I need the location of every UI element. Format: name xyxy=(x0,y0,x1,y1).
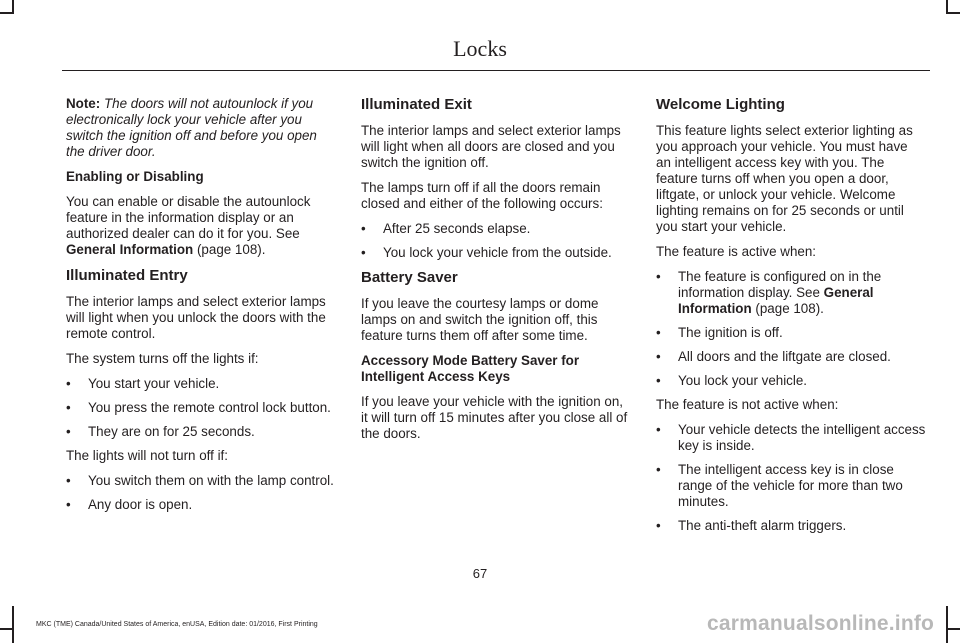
crop-mark xyxy=(946,12,960,14)
list-item-text: They are on for 25 seconds. xyxy=(88,424,255,439)
illuminated-entry-heading: Illuminated Entry xyxy=(66,267,188,284)
list-item-text: The ignition is off. xyxy=(678,325,783,340)
bullet: • xyxy=(361,245,366,260)
turns-off-list xyxy=(66,376,336,440)
list-item xyxy=(66,376,336,392)
exit-off-intro: The lamps turn off if all the doors remain closed and either of the following occurs: xyxy=(361,180,603,211)
page-title: Locks xyxy=(453,36,507,61)
list-item-text: You switch them on with the lamp control. xyxy=(88,473,334,488)
active-intro: The feature is active when: xyxy=(656,244,817,259)
general-information-link[interactable]: General Information xyxy=(66,242,194,257)
welcome-paragraph: This feature lights select exterior lighting as you approach your vehicle. You must have an intelligent access key with you. The feature turns off when you open a door, liftgate, or unlock your vehicle. Welcome lighting remains on for 25 seconds or until you start your vehicle. xyxy=(656,123,913,234)
bullet: • xyxy=(656,373,661,388)
list-item-text: All doors and the liftgate are closed. xyxy=(678,349,891,364)
list-item-text: Your vehicle detects the intelligent access key is inside. xyxy=(678,422,926,453)
page-ref: (page 108). xyxy=(196,242,266,257)
list-item xyxy=(66,400,336,416)
general-information-link[interactable]: General Information xyxy=(678,285,874,316)
exit-paragraph: The interior lamps and select exterior lamps will light when all doors are closed and you switch the ignition off. xyxy=(361,123,621,170)
note-label: Note: xyxy=(66,96,101,111)
bullet: • xyxy=(656,422,661,437)
list-item xyxy=(656,373,926,389)
list-item-text: Any door is open. xyxy=(88,497,193,512)
bullet: • xyxy=(656,349,661,364)
list-item xyxy=(66,424,336,440)
bullet: • xyxy=(656,462,661,477)
inactive-intro: The feature is not active when: xyxy=(656,397,839,412)
list-item xyxy=(656,462,926,510)
page-ref: (page 108). xyxy=(755,301,824,316)
not-off-list xyxy=(66,473,336,513)
list-item xyxy=(66,473,336,489)
footer-edition-info: MKC (TME) Canada/United States of America, enUSA, Edition date: 01/2016, First Printing xyxy=(36,621,318,628)
exit-off-list xyxy=(361,221,631,261)
list-item-text: You lock your vehicle from the outside. xyxy=(383,245,612,260)
list-item xyxy=(656,518,926,534)
note-text: The doors will not autounlock if you electronically lock your vehicle after you switch the ignition off and before you open the driver door. xyxy=(66,96,317,159)
bullet: • xyxy=(66,376,71,391)
enabling-heading: Enabling or Disabling xyxy=(66,169,204,184)
column-1 xyxy=(66,96,336,521)
bullet: • xyxy=(656,325,661,340)
bullet: • xyxy=(66,473,71,488)
page-number: 67 xyxy=(472,566,488,581)
bullet: • xyxy=(66,424,71,439)
crop-mark xyxy=(946,628,960,630)
column-3 xyxy=(656,96,926,542)
accessory-paragraph: If you leave your vehicle with the ignition on, it will turn off 15 minutes after you close all of the doors. xyxy=(361,394,628,441)
enabling-text: You can enable or disable the autounlock feature in the information display or an authorized dealer can do it for you. See xyxy=(66,194,311,241)
header-rule xyxy=(62,70,930,71)
crop-mark xyxy=(12,606,14,643)
battery-saver-heading: Battery Saver xyxy=(361,269,458,286)
list-item-text: The intelligent access key is in close range of the vehicle for more than two minutes. xyxy=(678,462,903,509)
watermark: carmanualsonline.info xyxy=(707,612,935,635)
entry-paragraph: The interior lamps and select exterior lamps will light when you unlock the doors with the remote control. xyxy=(66,294,326,341)
list-item-text: After 25 seconds elapse. xyxy=(383,221,531,236)
bullet: • xyxy=(66,400,71,415)
list-item xyxy=(656,349,926,365)
bullet: • xyxy=(66,497,71,512)
crop-mark xyxy=(0,628,14,630)
active-list xyxy=(656,269,926,389)
list-item xyxy=(66,497,336,513)
crop-mark xyxy=(946,606,948,643)
battery-paragraph: If you leave the courtesy lamps or dome lamps on and switch the ignition off, this feature turns them off after some time. xyxy=(361,296,599,343)
turns-off-intro: The system turns off the lights if: xyxy=(66,351,259,366)
list-item-text: The anti-theft alarm triggers. xyxy=(678,518,847,533)
illuminated-exit-heading: Illuminated Exit xyxy=(361,96,472,113)
inactive-list xyxy=(656,422,926,534)
bullet: • xyxy=(656,269,661,284)
list-item-text: You press the remote control lock button. xyxy=(88,400,331,415)
list-item xyxy=(361,245,631,261)
list-item xyxy=(656,269,926,317)
column-2 xyxy=(361,96,631,451)
list-item xyxy=(656,325,926,341)
bullet: • xyxy=(656,518,661,533)
list-item-text: You lock your vehicle. xyxy=(678,373,808,388)
note-paragraph xyxy=(66,96,336,160)
list-item xyxy=(656,422,926,454)
not-off-intro: The lights will not turn off if: xyxy=(66,448,229,463)
crop-mark xyxy=(0,12,14,14)
accessory-mode-heading: Accessory Mode Battery Saver for Intelligent Access Keys xyxy=(361,353,580,384)
bullet: • xyxy=(361,221,366,236)
list-item xyxy=(361,221,631,237)
enabling-paragraph xyxy=(66,194,336,258)
list-item-text: The feature is configured on in the information display. See xyxy=(678,269,882,300)
list-item-text: You start your vehicle. xyxy=(88,376,220,391)
welcome-lighting-heading: Welcome Lighting xyxy=(656,96,785,113)
